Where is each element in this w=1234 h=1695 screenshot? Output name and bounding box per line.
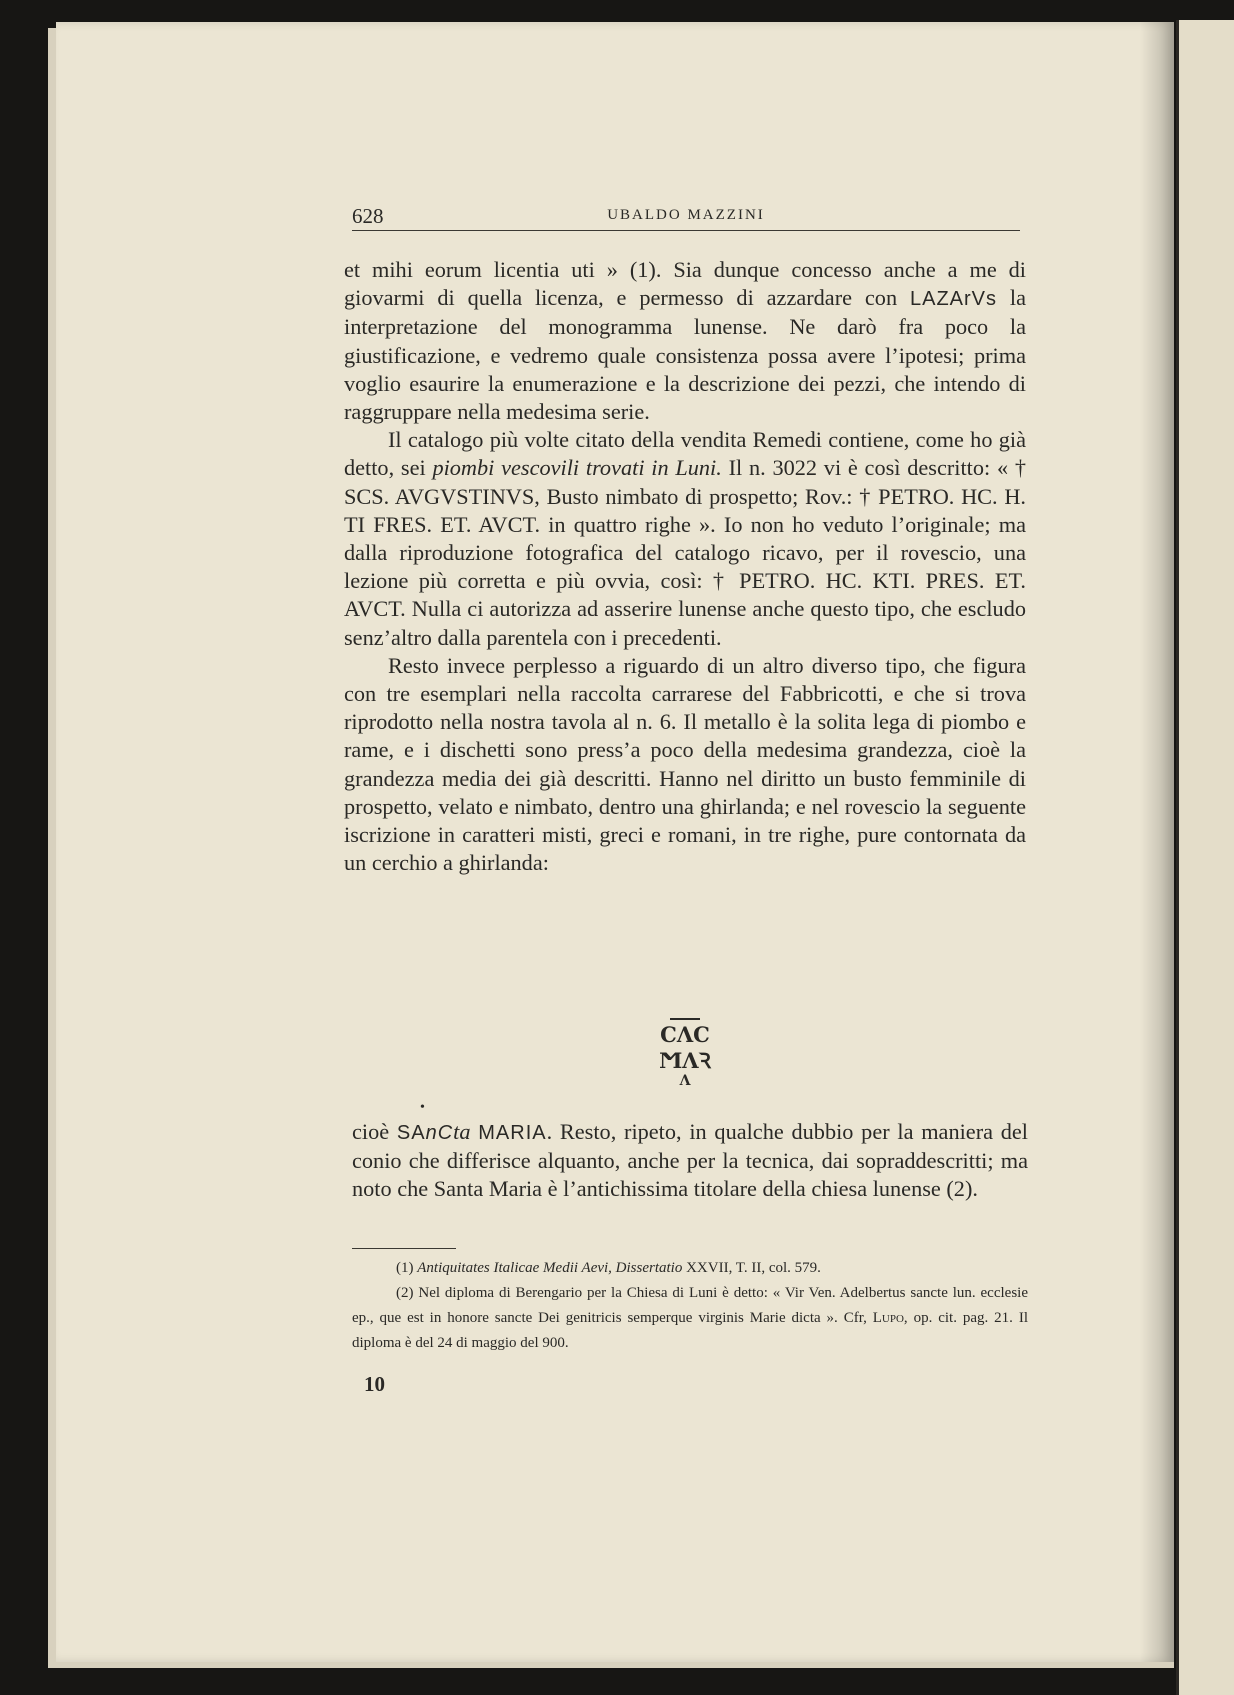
lazarus-monogram-reading: LAZArVs: [909, 288, 998, 311]
body-text: [344, 256, 1026, 877]
inscription-line-3: Λ: [679, 1073, 691, 1089]
paragraph-4: cioè SAnCta MARIA. Resto, ripeto, in qualche dubbio per la maniera del conio che differisce alquanto, anche per la tecnica, dai sopraddescritti; ma noto che Santa Maria è l’antichissima titolare della chiesa lunense (2).: [352, 1119, 1029, 1202]
running-head: [352, 204, 1020, 231]
paragraph-1: et mihi eorum licentia uti » (1). Sia dunque concesso anche a me di giovarmi di quella licenza, e permesso di azzardare con LAZArVs la interpretazione del monogramma lunense. Ne darò fra poco la giustificazione, e vedremo quale consistenza possa avere l’ipotesi; prima voglio esaurire la enumerazione e la descrizione dei pezzi, che intendo di raggruppare nella medesima serie.: [344, 257, 1026, 425]
seal-inscription: [655, 1018, 715, 1088]
paragraph-2: Il catalogo più volte citato della vendita Remedi contiene, come ho già detto, sei piombi vescovili trovati in Luni. Il n. 3022 vi è così descritto: « † SCS. AVGVSTINVS, Busto nimbato di prospetto; Rov.: † PETRO. HC. H. TI FRES. ET. AVCT. in quattro righe ». Io non ho veduto l’originale; ma dalla riproduzione fotografica del catalogo ricavo, per il rovescio, una lezione più corretta e più ovvia, così: † PETRO. HC. KTI. PRES. ET. AVCT. Nulla ci autorizza ad asserire lunense anche questo tipo, che escludo senz’altro dalla parentela con i precedenti.: [344, 427, 1027, 650]
paragraph-3: Resto invece perplesso a riguardo di un altro diverso tipo, che figura con tre esemplari nella raccolta carrarese del Fabbricotti, e che si trova riprodotto nella nostra tavola al n. 6. Il metallo è la solita lega di piombo e rame, e i dischetti sono press’a poco della medesima grandezza, cioè la grandezza media dei già descritti. Hanno nel diritto un busto femminile di prospetto, velato e nimbato, dentro una ghirlanda; e nel rovescio la seguente iscrizione in caratteri misti, greci e romani, in tre righe, pure contornata da un cerchio a ghirlanda:: [344, 652, 1026, 876]
abbreviation-bar: [670, 1018, 700, 1020]
footnotes: [352, 1256, 1028, 1356]
catalogue-quote: piombi vescovili trovati in Luni.: [432, 455, 722, 481]
footnote-rule: [352, 1248, 456, 1249]
stray-mark: •: [420, 1100, 425, 1115]
page-gutter-shadow: [1140, 22, 1174, 1662]
next-page-edge: [1176, 20, 1234, 1695]
page-number: 628: [352, 204, 384, 228]
maria-reading: MARIA: [478, 1122, 547, 1144]
inscription-line-1: ϹΛϹ: [660, 1022, 710, 1047]
signature-mark: 10: [364, 1372, 385, 1396]
body-text-continued: [352, 1118, 1028, 1204]
running-head-author: UBALDO MAZZINI: [607, 207, 765, 223]
inscription-line-2: ϺΛꝚ: [659, 1048, 711, 1073]
footnote-2: (2) Nel diploma di Berengario per la Chiesa di Luni è detto: « Vir Ven. Adelbertus sancte lun. ecclesie ep., que est in honore sancte Dei genitricis semperque virginis Marie dicta ». Cfr, Lupo, op. cit. pag. 21. Il diploma è del 24 di maggio del 900.: [352, 1285, 1028, 1351]
footnote-1: (1) Antiquitates Italicae Medii Aevi, Dissertatio XXVII, T. II, col. 579.: [396, 1260, 821, 1276]
